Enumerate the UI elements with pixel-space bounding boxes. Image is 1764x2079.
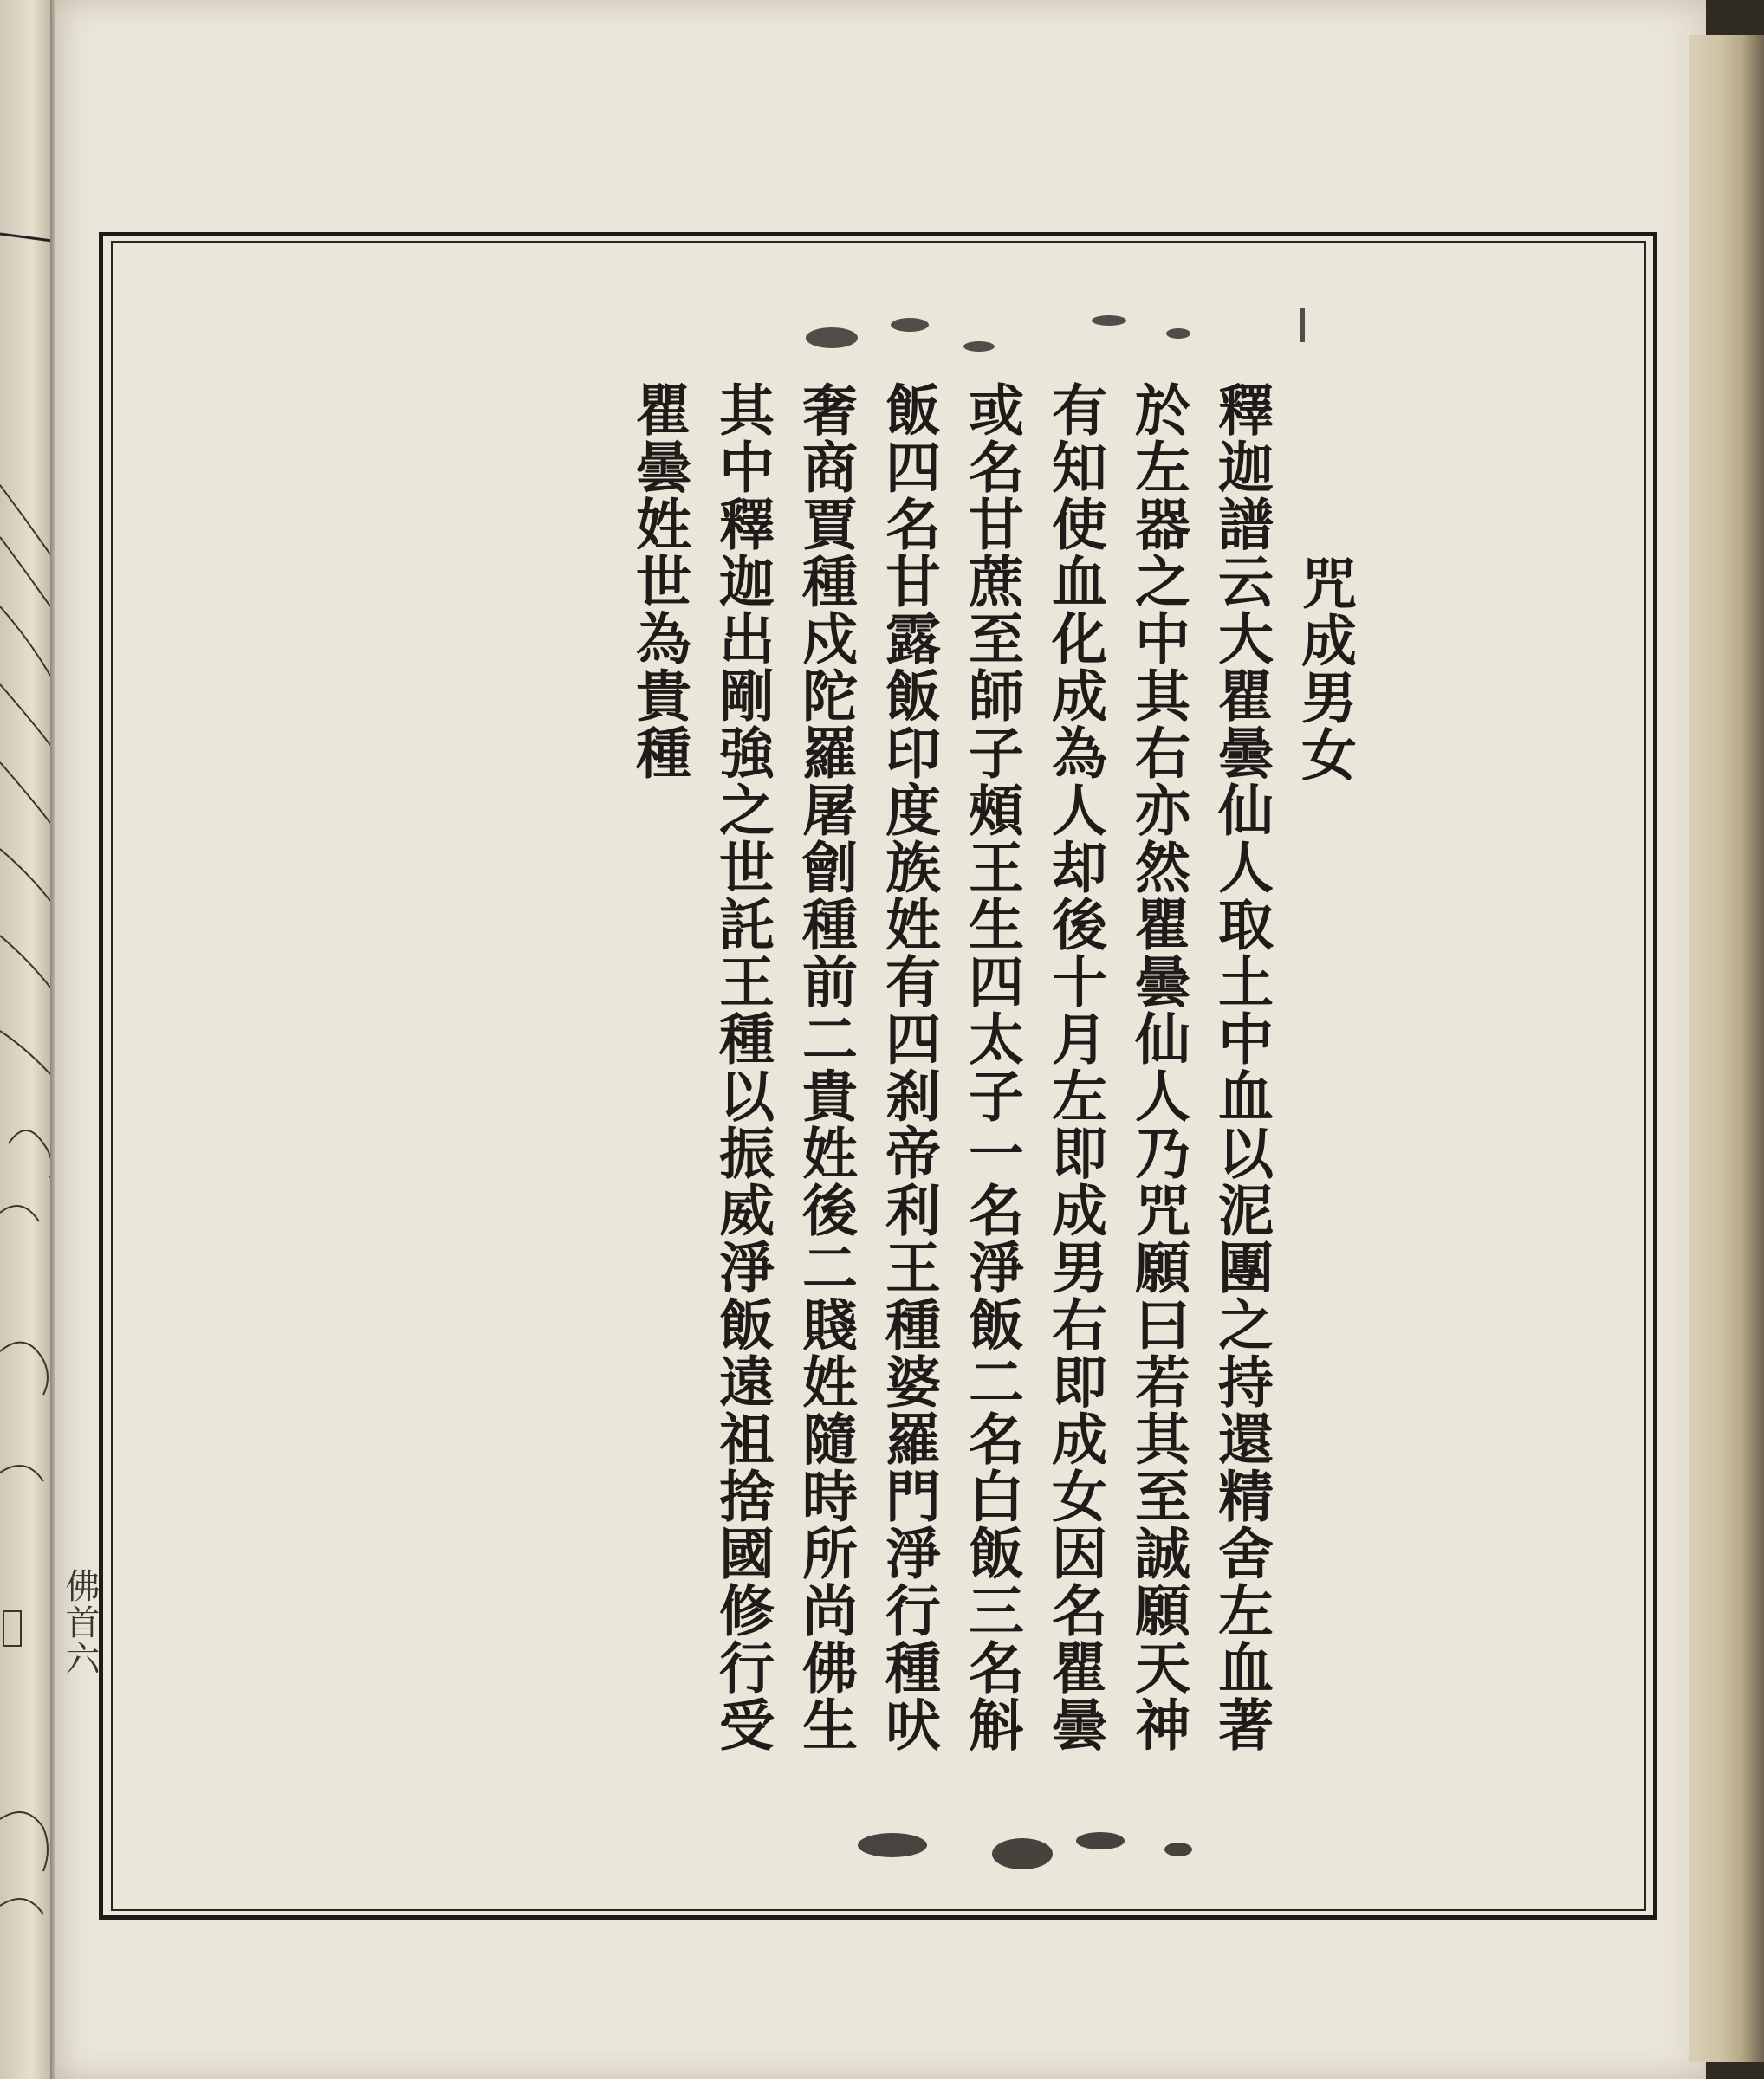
text-column: 有知使血化成為人却後十月左即成男右即成女因名瞿曇 — [1042, 381, 1107, 1753]
text-column: 或名甘蔗至師子頰王生四太子一名淨飯二名白飯三名斛 — [959, 381, 1024, 1753]
text-column: 奢商賈種戍陀羅屠劊種前二貴姓後二賤姓隨時所尚佛生 — [793, 381, 858, 1753]
text-column: 其中釋迦出剛強之世託王種以振威淨飯遠祖捨國修行受 — [710, 381, 775, 1753]
text-column: 釋迦譜云大瞿曇仙人取土中血以泥團之持還精舍左血著 — [1209, 381, 1274, 1753]
text-column: 於左器之中其右亦然瞿曇仙人乃咒願曰若其至誠願天神 — [1125, 381, 1190, 1753]
text-column: 瞿曇姓世為貴種 — [626, 381, 691, 781]
ink-smudge-top — [780, 286, 1317, 372]
text-columns — [617, 381, 1365, 1854]
text-column: 飯四名甘露飯印度族姓有四刹帝利王種婆羅門淨行種吠 — [876, 381, 941, 1753]
margin-page-label: 佛首六 — [60, 1568, 100, 1677]
section-heading: 咒成男女 — [1292, 554, 1357, 783]
previous-page-edge — [0, 0, 54, 2079]
page-stack-edge — [1689, 35, 1764, 2062]
illustration-fragment — [0, 0, 54, 2079]
